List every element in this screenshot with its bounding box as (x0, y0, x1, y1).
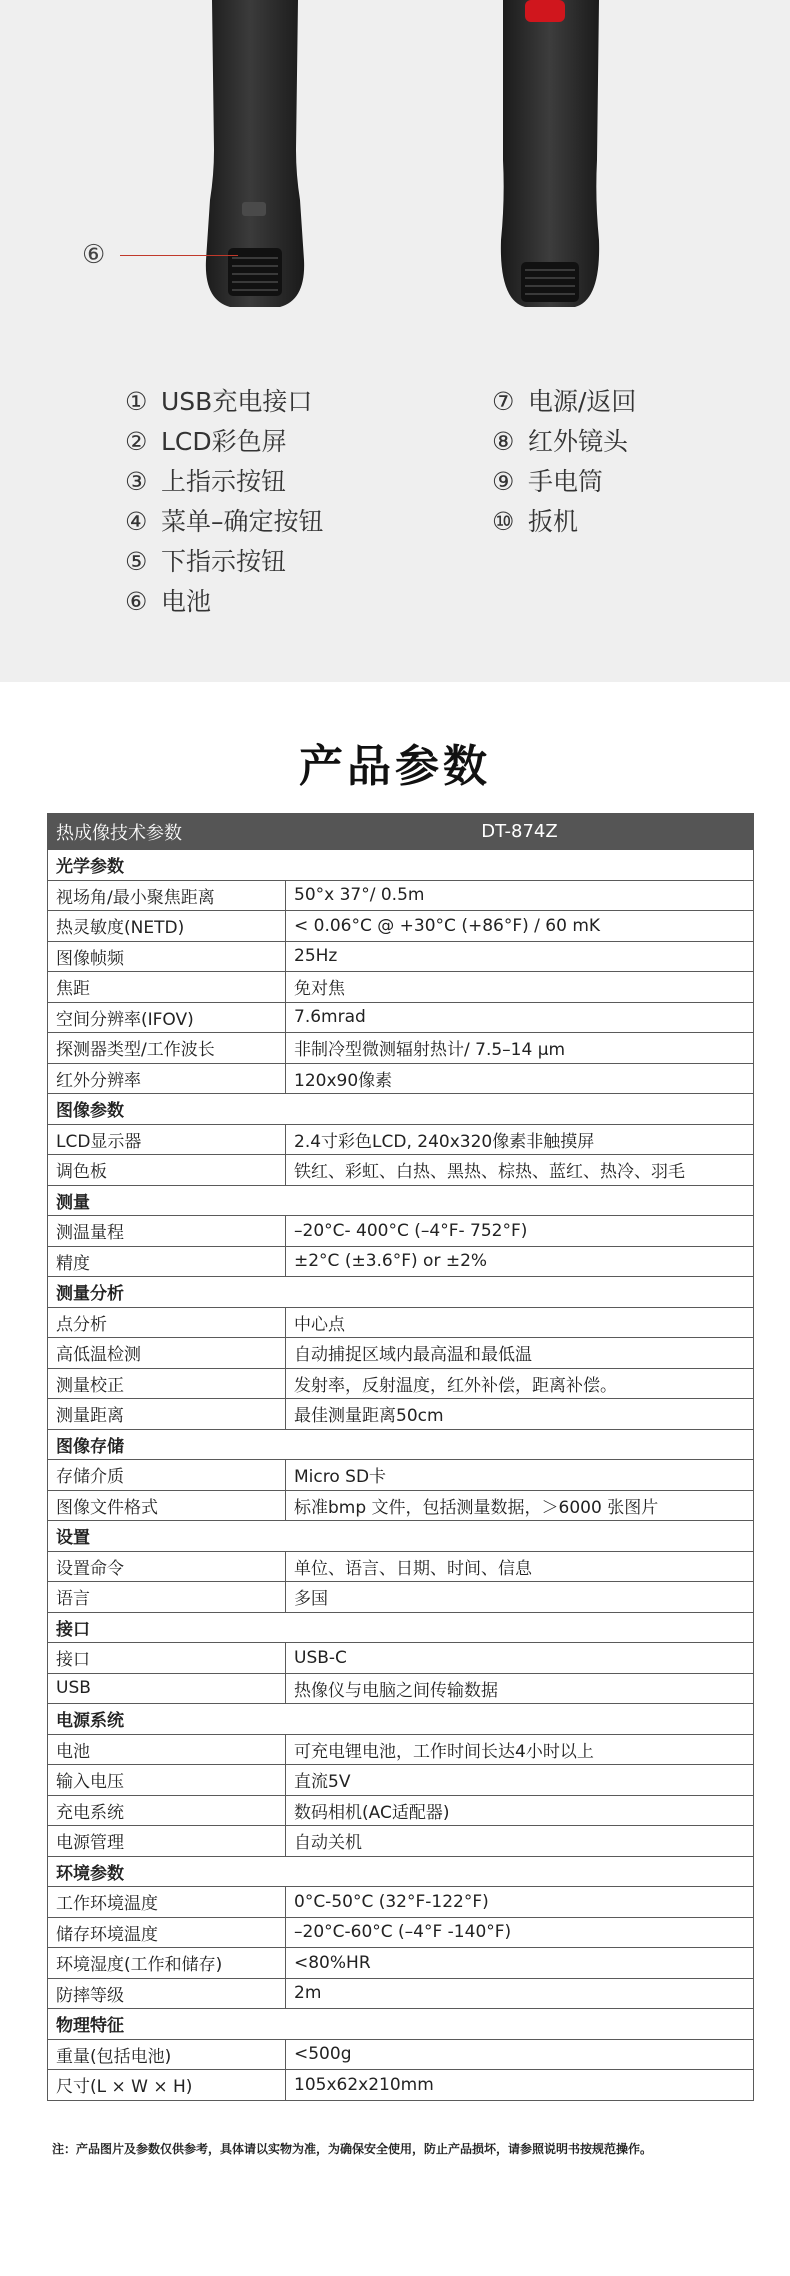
footnote: 注：产品图片及参数仅供参考，具体请以实物为准，为确保安全使用，防止产品损坏，请参照说明书按规范操作。 (52, 2142, 653, 2156)
spec-key: 储存环境温度 (48, 1917, 286, 1948)
spec-value: < 0.06°C @ +30°C (+86°F) / 60 mK (286, 911, 754, 942)
spec-key: 工作环境温度 (48, 1887, 286, 1918)
spec-value: 50°x 37°/ 0.5m (286, 880, 754, 911)
spec-value: 单位、语言、日期、时间、信息 (286, 1551, 754, 1582)
spec-key: 空间分辨率(IFOV) (48, 1002, 286, 1033)
section-row (48, 1521, 754, 1552)
section-label: 光学参数 (48, 850, 754, 881)
table-row (48, 1978, 754, 2009)
legend-label: 红外镜头 (528, 427, 629, 456)
legend-label: 扳机 (528, 507, 579, 536)
table-row (48, 2039, 754, 2070)
header-label: 热成像技术参数 (48, 814, 286, 850)
callout-line (120, 255, 238, 256)
spec-key: 高低温检测 (48, 1338, 286, 1369)
spec-value: 直流5V (286, 1765, 754, 1796)
spec-value: ±2°C (±3.6°F) or ±2% (286, 1246, 754, 1277)
legend-item (125, 462, 324, 502)
table-row (48, 1033, 754, 1064)
spec-value: 中心点 (286, 1307, 754, 1338)
spec-value: 数码相机(AC适配器) (286, 1795, 754, 1826)
table-row (48, 1734, 754, 1765)
table-row (48, 1948, 754, 1979)
legend-number: ⑤ (125, 547, 148, 576)
spec-key: 电池 (48, 1734, 286, 1765)
legend-number: ⑥ (125, 587, 148, 616)
spec-value: Micro SD卡 (286, 1460, 754, 1491)
spec-value: 2.4寸彩色LCD, 240x320像素非触摸屏 (286, 1124, 754, 1155)
section-label: 设置 (48, 1521, 754, 1552)
spec-key: 尺寸(L × W × H) (48, 2070, 286, 2101)
table-row (48, 1155, 754, 1186)
legend-item (125, 382, 324, 422)
spec-key: USB (48, 1673, 286, 1704)
spec-key: 存储介质 (48, 1460, 286, 1491)
spec-table (47, 813, 754, 2101)
spec-key: 图像帧频 (48, 941, 286, 972)
table-row (48, 1887, 754, 1918)
spec-key: 环境湿度(工作和储存) (48, 1948, 286, 1979)
section-row (48, 1094, 754, 1125)
legend-item (125, 422, 324, 462)
legend-number: ③ (125, 467, 148, 496)
spec-key: 输入电压 (48, 1765, 286, 1796)
section-row (48, 2009, 754, 2040)
spec-value: 自动关机 (286, 1826, 754, 1857)
spec-value: 可充电锂电池，工作时间长达4小时以上 (286, 1734, 754, 1765)
spec-value: 2m (286, 1978, 754, 2009)
spec-value: –20°C- 400°C (–4°F- 752°F) (286, 1216, 754, 1247)
table-row (48, 1826, 754, 1857)
spec-value: 7.6mrad (286, 1002, 754, 1033)
spec-key: 重量(包括电池) (48, 2039, 286, 2070)
spec-key: 测量距离 (48, 1399, 286, 1430)
table-row (48, 1307, 754, 1338)
section-label: 环境参数 (48, 1856, 754, 1887)
section-label: 测量 (48, 1185, 754, 1216)
legend-item (492, 382, 636, 422)
battery-callout (82, 240, 238, 270)
spec-value: 热像仪与电脑之间传输数据 (286, 1673, 754, 1704)
page-title: 产品参数 (299, 741, 491, 792)
section-row (48, 1277, 754, 1308)
table-row (48, 1216, 754, 1247)
legend-number: ② (125, 427, 148, 456)
section-label: 图像存储 (48, 1429, 754, 1460)
spec-key: 测温量程 (48, 1216, 286, 1247)
spec-value: 发射率，反射温度，红外补偿，距离补偿。 (286, 1368, 754, 1399)
legend-label: 下指示按钮 (161, 547, 287, 576)
spec-value: 免对焦 (286, 972, 754, 1003)
legend-number: ⑧ (492, 427, 515, 456)
legend-item (492, 422, 636, 462)
legend-label: LCD彩色屏 (161, 427, 287, 456)
spec-value: 标准bmp 文件，包括测量数据，＞6000 张图片 (286, 1490, 754, 1521)
section-row (48, 850, 754, 881)
spec-key: 调色板 (48, 1155, 286, 1186)
spec-key: 精度 (48, 1246, 286, 1277)
spec-key: 语言 (48, 1582, 286, 1613)
legend-item (125, 502, 324, 542)
table-row (48, 2070, 754, 2101)
section-row (48, 1429, 754, 1460)
table-row (48, 1368, 754, 1399)
spec-value: USB-C (286, 1643, 754, 1674)
spec-value: 铁红、彩虹、白热、黑热、棕热、蓝红、热冷、羽毛 (286, 1155, 754, 1186)
section-row (48, 1185, 754, 1216)
spec-key: 测量校正 (48, 1368, 286, 1399)
table-row (48, 1582, 754, 1613)
legend-item (492, 462, 636, 502)
spec-value: 多国 (286, 1582, 754, 1613)
table-row (48, 972, 754, 1003)
legend-item (125, 542, 324, 582)
legend-number: ⑩ (492, 507, 515, 536)
table-row (48, 911, 754, 942)
table-row (48, 1063, 754, 1094)
legend-label: USB充电接口 (161, 387, 313, 416)
spec-value: 0°C-50°C (32°F-122°F) (286, 1887, 754, 1918)
table-row (48, 1399, 754, 1430)
legend-label: 电源/返回 (528, 387, 637, 416)
legend-label: 菜单–确定按钮 (161, 507, 324, 536)
table-row (48, 1002, 754, 1033)
spec-value: <80%HR (286, 1948, 754, 1979)
table-row (48, 1917, 754, 1948)
legend-label: 上指示按钮 (161, 467, 287, 496)
product-illustration-area (0, 0, 790, 682)
header-model: DT-874Z (286, 814, 754, 850)
legend-number: ⑨ (492, 467, 515, 496)
table-row (48, 1643, 754, 1674)
spec-value: <500g (286, 2039, 754, 2070)
spec-key: 红外分辨率 (48, 1063, 286, 1094)
section-row (48, 1856, 754, 1887)
spec-key: 热灵敏度(NETD) (48, 911, 286, 942)
table-row (48, 1673, 754, 1704)
spec-key: 防摔等级 (48, 1978, 286, 2009)
spec-key: 探测器类型/工作波长 (48, 1033, 286, 1064)
legend-right (492, 382, 636, 542)
table-row (48, 1338, 754, 1369)
table-row (48, 1246, 754, 1277)
device-side-view (495, 0, 605, 315)
spec-value: 120x90像素 (286, 1063, 754, 1094)
section-label: 物理特征 (48, 2009, 754, 2040)
table-row (48, 1765, 754, 1796)
callout-number: ⑥ (82, 240, 106, 270)
spec-key: 设置命令 (48, 1551, 286, 1582)
spec-value: 105x62x210mm (286, 2070, 754, 2101)
spec-key: 焦距 (48, 972, 286, 1003)
spec-key: 点分析 (48, 1307, 286, 1338)
section-row (48, 1612, 754, 1643)
table-row (48, 1124, 754, 1155)
spec-key: 充电系统 (48, 1795, 286, 1826)
section-label: 接口 (48, 1612, 754, 1643)
section-label: 图像参数 (48, 1094, 754, 1125)
spec-table-header (48, 814, 754, 850)
legend-number: ⑦ (492, 387, 515, 416)
legend-number: ① (125, 387, 148, 416)
legend-label: 手电筒 (528, 467, 604, 496)
table-row (48, 1551, 754, 1582)
spec-value: 25Hz (286, 941, 754, 972)
table-row (48, 1460, 754, 1491)
spec-key: 接口 (48, 1643, 286, 1674)
spec-key: LCD显示器 (48, 1124, 286, 1155)
spec-key: 图像文件格式 (48, 1490, 286, 1521)
section-label: 电源系统 (48, 1704, 754, 1735)
section-label: 测量分析 (48, 1277, 754, 1308)
table-row (48, 880, 754, 911)
spec-value: 非制冷型微测辐射热计/ 7.5–14 μm (286, 1033, 754, 1064)
spec-value: 自动捕捉区域内最高温和最低温 (286, 1338, 754, 1369)
trigger-icon (525, 0, 565, 22)
legend-item (492, 502, 636, 542)
legend-label: 电池 (161, 587, 212, 616)
table-row (48, 941, 754, 972)
table-row (48, 1490, 754, 1521)
spec-value: 最佳测量距离50cm (286, 1399, 754, 1430)
spec-value: –20°C-60°C (–4°F -140°F) (286, 1917, 754, 1948)
section-row (48, 1704, 754, 1735)
legend-number: ④ (125, 507, 148, 536)
legend-item (125, 582, 324, 622)
spec-key: 视场角/最小聚焦距离 (48, 880, 286, 911)
spec-key: 电源管理 (48, 1826, 286, 1857)
legend-left (125, 382, 324, 622)
table-row (48, 1795, 754, 1826)
